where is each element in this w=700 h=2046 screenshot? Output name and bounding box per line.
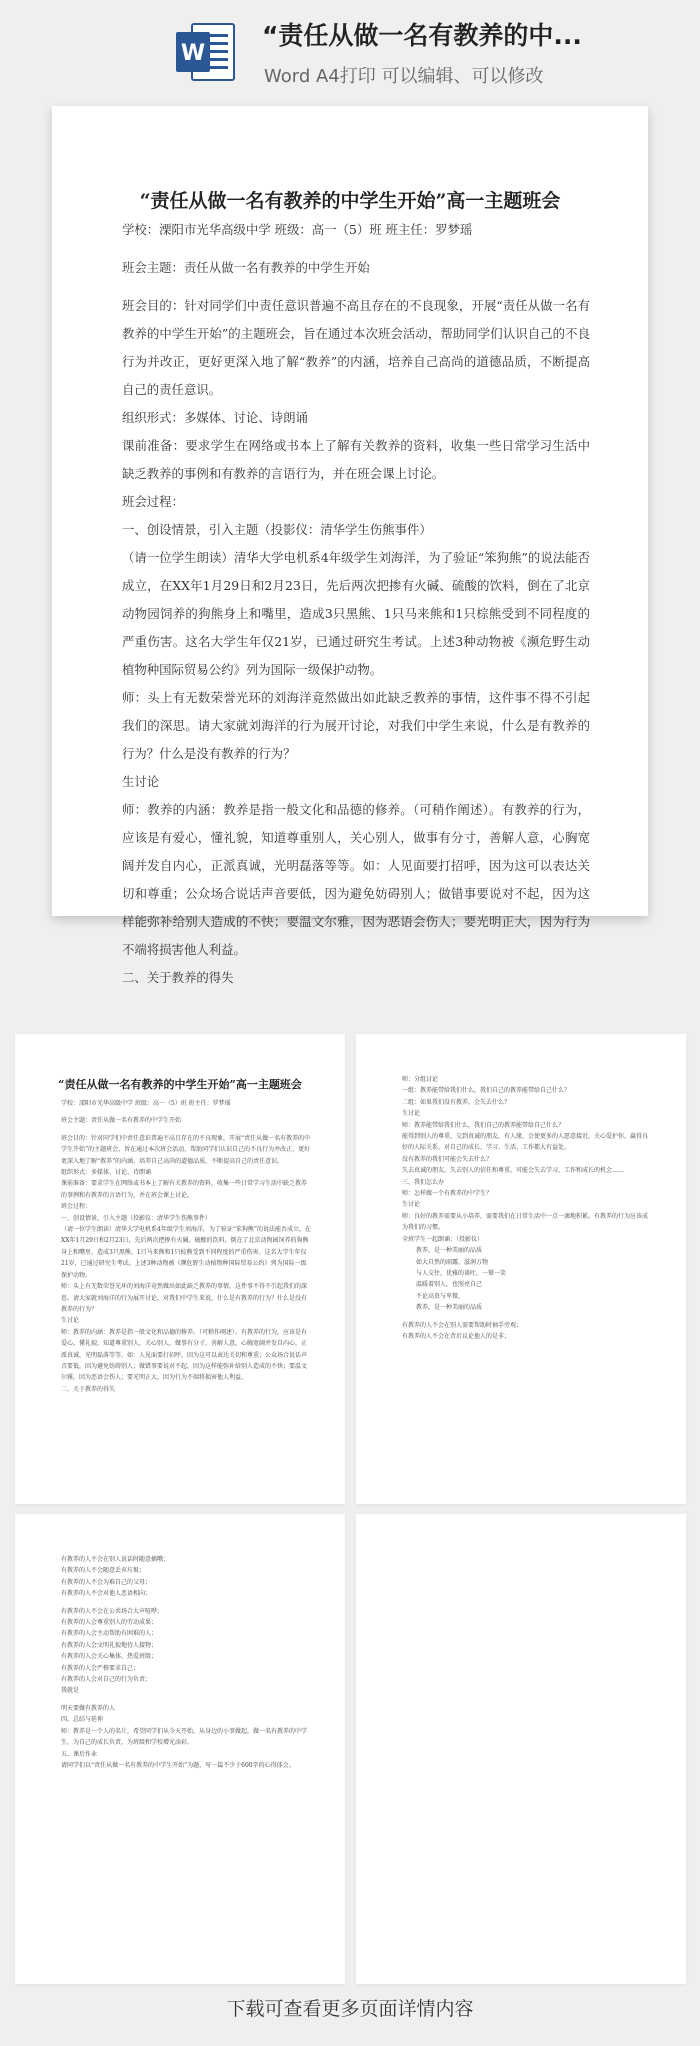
thumbnail-line: 四、总结与延伸 (61, 1716, 104, 1724)
thumbnail-line: 教养，是一种美丽的品质 (416, 1304, 483, 1312)
thumbnail-line: 明天要做有教养的人 (61, 1704, 116, 1712)
thumbnail-line: 一、创设情景，引入主题（投影仪：清华学生伤熊事件） (61, 1214, 212, 1222)
thumbnail-line: 请同学们以“责任从做一名有教养的中学生开始”为题，写一篇不少于600字的心得体会。 (61, 1761, 295, 1769)
thumbnail-line: 有教养的人会关心集体，热爱班级； (61, 1653, 158, 1661)
paragraph-teacher-question: 师：头上有无数荣誉光环的刘海洋竟然做出如此缺乏教养的事情，这件事不得不引起我们的深思。请大家就刘海洋的行为展开讨论，对我们中学生来说，什么是有教养的行为？什么是没有教养的行为？ (122, 690, 590, 761)
document-body (122, 216, 590, 992)
thumbnail-page-1[interactable] (15, 1034, 345, 1504)
thumbnail-line: 失去真诚的朋友，失去别人的信任和尊重，可能会失去学习、工作和成长的机会…… (402, 1167, 625, 1175)
thumbnail-line: 五、课后作业 (61, 1750, 98, 1758)
thumbnail-line: 有教养的人不会在公共场合大声喧哗； (61, 1607, 164, 1615)
thumbnail-line: 组织形式：多媒体、讨论、诗朗诵 (61, 1169, 152, 1177)
thumbnail-line: 有教养的人不会为难自己的父母； (61, 1578, 152, 1586)
thumbnail-line: 班会过程： (61, 1203, 92, 1211)
thumbnail-line: 生讨论 (402, 1201, 421, 1209)
thumbnail-line: 班会主题：责任从做一名有教养的中学生开始 (61, 1117, 182, 1125)
thumbnail-line: 二组：如果我们没有教养，会失去什么？ (402, 1098, 511, 1106)
document-subtitle: Word A4打印 可以编辑、可以修改 (264, 66, 544, 87)
thumbnail-line: 有教养的人会尊重别人的劳动成果； (61, 1619, 158, 1627)
paragraph-process: 班会过程： (122, 494, 184, 509)
thumbnail-line: 没有教养的我们可能会失去什么？ (402, 1155, 493, 1163)
paragraph-section-two: 二、关于教养的得失 (122, 970, 234, 985)
paragraph-purpose: 班会目的：针对同学们中责任意识普遍不高且存在的不良现象，开展“责任从做一名有教养的中学生开始”的主题班会，旨在通过本次班会活动，帮助同学们认识自己的不良行为并改正，更好更深入地了解“教养”的内涵，培养自己高尚的道德品质，不断提高自己的责任意识。 (122, 298, 590, 397)
paragraph-teacher-explain: 师：教养的内涵：教养是指一般文化和品德的修养。（可稍作阐述）。有教养的行为，应该是有爱心，懂礼貌，知道尊重别人，关心别人，做事有分寸，善解人意，心胸宽阔并发自内心，正派真诚，光明磊落等等。如：人见面要打招呼，因为这可以表达关切和尊重；公众场合说话声音要低，因为避免妨碍别人；做错事要说对不起，因为这样能弥补给别人造成的不快；要温文尔雅，因为恶语会伤人；要光明正大，因为行为不端将损害他人利益。 (122, 802, 590, 957)
page-title: “责任从做一名有教养的中学生开始”高一主题班会 (139, 190, 561, 212)
thumbnail-line: 有教养的人不会在背后议论他人的是非； (402, 1332, 511, 1340)
thumbnail-line: 有教养的人会主动帮助有困难的人； (61, 1630, 158, 1638)
thumbnail-line: 师：头上有无数荣誉光环的刘海洋竟然做出如此缺乏教养的事情，这件事不得不引起我们的深思。请大家就刘海洋的行为展开讨论，对我们中学生来说，什么是有教养的行为？什么是没有教养的行为？ (61, 1283, 308, 1313)
thumbnail-line: 生讨论 (402, 1110, 421, 1118)
thumbnail-page-4[interactable] (356, 1514, 686, 1984)
thumbnail-line: 生讨论 (61, 1317, 80, 1325)
thumbnail-line: 教养，是一种美丽的品质 (416, 1247, 483, 1255)
thumbnail-page-2[interactable] (356, 1034, 686, 1504)
header (0, 0, 700, 100)
thumbnail-line: 师：教养的内涵：教养是指一般文化和品德的修养。（可稍作阐述）。有教养的行为，应该是有爱心，懂礼貌，知道尊重别人，关心别人，做事有分寸，善解人意，心胸宽阔并发自内心，正派真诚，光明磊落等等。如：人见面要打招呼，因为这可以表达关切和尊重；公众场合说话声音要低，因为避免妨碍别人；做错事要说对不起，因为这样能弥补给别人造成的不快；要温文尔雅，因为恶语会伤人；要光明正大，因为行为不端将损害他人利益。 (61, 1328, 308, 1382)
thumbnail-line: 有教养的人不会对他人恶语相向； (61, 1590, 152, 1598)
thumbnail-title: “责任从做一名有教养的中学生开始”高一主题班会 (58, 1078, 302, 1091)
thumbnail-line: 有教养的人不会在别人说话时随意插嘴； (61, 1556, 170, 1563)
paragraph-preparation: 课前准备：要求学生在网络或书本上了解有关教养的资料，收集一些日常学习生活中缺乏教养的事例和有教养的言语行为，并在班会课上讨论。 (122, 438, 590, 481)
thumbnail-line: 学校：溧阳市光华高级中学 班级：高一（5）班 班主任：罗梦瑶 (61, 1100, 231, 1107)
paragraph-story: （请一位学生朗读）清华大学电机系4年级学生刘海洋，为了验证“笨狗熊”的说法能否成立，在XX年1月29日和2月23日，先后两次把掺有火碱、硫酸的饮料，倒在了北京动物园饲养的狗熊身上和嘴里，造成3只黑熊、1只马来熊和1只棕熊受到不同程度的严重伤害。这名大学生年仅21岁，已通过研究生考试。上述3种动物被《濒危野生动植物种国际贸易公约》列为国际一级保护动物。 (122, 550, 590, 677)
thumbnail-line: 师：教养是一个人的名片，希望同学们从今天开始，从身边的小事做起，做一名有教养的中学生，为自己的成长负责，为班级和学校增光添彩。 (61, 1727, 308, 1747)
thumbnail-line: 课前准备：要求学生在网络或书本上了解有关教养的资料，收集一些日常学习生活中缺乏教养的事例和有教养的言语行为，并在班会课上讨论。 (61, 1180, 308, 1199)
thumbnail-line: 一组：教养能带给我们什么，我们自己的教养能带给自己什么？ (402, 1087, 571, 1095)
thumbnail-line: 三、我们怎么办 (402, 1178, 445, 1186)
paragraph-section-one: 一、创设情景，引入主题（投影仪：清华学生伤熊事件） (122, 522, 432, 537)
document-title: “责任从做一名有教养的中... (262, 21, 582, 50)
thumbnail-body (61, 1554, 311, 1771)
thumbnail-line: 不论高贵与卑微， (416, 1292, 465, 1300)
thumbnail-line: 温暖着别人，也照亮自己 (416, 1281, 483, 1289)
paragraph-format: 组织形式：多媒体、讨论、诗朗诵 (122, 410, 308, 425)
thumbnail-line: 有教养的人会严格要求自己； (61, 1664, 140, 1672)
thumbnail-line: 师：教养能带给我们什么，我们自己的教养能带给自己什么？ (402, 1121, 565, 1129)
paragraph-discussion: 生讨论 (122, 774, 160, 789)
thumbnail-line: （请一位学生朗读）清华大学电机系4年级学生刘海洋，为了验证“笨狗熊”的说法能否成立，在XX年1月29日和2月23日，先后两次把掺有火碱、硫酸的饮料，倒在了北京动物园饲养的狗熊身上和嘴里，造成3只黑熊、1只马来熊和1只棕熊受到不同程度的严重伤害。这名大学生年仅21岁，已通过研究生考试。上述3种动物被《濒危野生动植物种国际贸易公约》列为国际一级保护动物。 (61, 1226, 311, 1279)
thumbnail-line: 全班学生一起朗诵：（投影仪） (402, 1235, 484, 1243)
word-document-icon (174, 20, 238, 84)
thumbnail-line: 班会目的：针对同学们中责任意识普遍不高且存在的不良现象，开展“责任从做一名有教养的中学生开始”的主题班会，旨在通过本次班会活动，帮助同学们认识自己的不良行为并改正，更好更深入地了解“教养”的内涵，培养自己高尚的道德品质，不断提高自己的责任意识。 (61, 1134, 311, 1165)
thumbnail-line: 有教养的人不会随意丢弃垃圾； (61, 1567, 146, 1575)
thumbnail-line: 师：分组讨论 (402, 1076, 439, 1083)
thumbnail-line: 有教养的人会对自己的行为负责； (61, 1676, 152, 1684)
thumbnail-line: 如大自然的雨露，滋润万物 (416, 1258, 489, 1266)
word-icon-letter: W (180, 41, 206, 66)
thumbnail-line: 我就是 (61, 1687, 80, 1695)
thumbnail-line: 师：良好的教养需要从小培养，需要我们在日常生活中一点一滴地积累。有教养的行为应该成为我们的习惯。 (402, 1212, 649, 1232)
thumbnail-page-3[interactable] (15, 1514, 345, 1984)
main-preview-page[interactable] (52, 106, 648, 985)
download-more-link[interactable]: 下载可查看更多页面详情内容 (226, 1998, 474, 2020)
thumbnail-body (61, 1098, 311, 1395)
thumbnail-body (402, 1074, 652, 1342)
thumbnail-line: 能得到别人的尊重，交到真诚的朋友，有人缘，会使更多的人愿意接近，关心爱护你，赢得良好的人际关系，对自己的成长、学习、生活、工作都大有益处。 (402, 1133, 649, 1152)
paragraph-theme: 班会主题：责任从做一名有教养的中学生开始 (122, 260, 370, 275)
thumbnail-line: 师：怎样做一个有教养的中学生？ (402, 1190, 493, 1198)
thumbnail-line: 有教养的人不会在别人需要帮助时袖手旁观； (402, 1321, 523, 1329)
paragraph-school: 学校：溧阳市光华高级中学 班级：高一（5）班 班主任：罗梦瑶 (122, 222, 473, 237)
thumbnail-line: 有教养的人会文明礼貌地待人接物； (61, 1641, 158, 1649)
thumbnail-line: 二、关于教养的得失 (61, 1385, 116, 1393)
thumbnail-line: 与人交往，优雅的谈吐，一颦一笑 (416, 1269, 507, 1277)
